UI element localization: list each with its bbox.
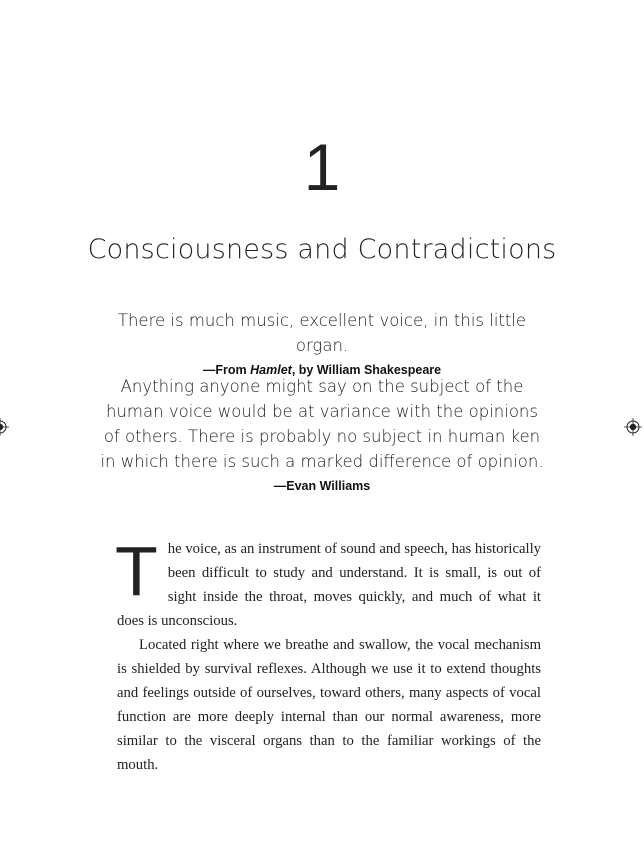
epigraph bbox=[100, 308, 544, 380]
body-paragraph bbox=[115, 532, 541, 633]
attribution-author: , by William Shakespeare bbox=[291, 363, 442, 377]
epigraph-quote: There is much music, excellent voice, in this little organ. bbox=[117, 311, 527, 355]
epigraph-quote: Anything anyone might say on the subject of the human voice would be at variance with the opinions of others. There is probably no subject in human ken in which there is such a marked difference of opinion. bbox=[100, 377, 544, 471]
attribution-work-title: Hamlet bbox=[250, 363, 292, 377]
registration-mark-icon bbox=[0, 418, 9, 436]
epigraph-attribution: —Evan Williams bbox=[273, 479, 371, 493]
paragraph-text: he voice, as an instrument of sound and speech, has historically been difficult to study and understand. It is small, is out of sight inside the throat, moves quickly, and much of what it does is unconscious. bbox=[117, 541, 541, 629]
chapter-number: 1 bbox=[303, 130, 341, 204]
registration-mark-icon bbox=[624, 418, 642, 436]
body-paragraph: Located right where we breathe and swallow, the vocal mechanism is shielded by survival reflexes. Although we use it to extend thoughts and feelings outside of ourselves, toward others, many aspects of vocal function are more deeply internal than our normal awareness, more similar to the visceral organs than to the familiar workings of the mouth. bbox=[117, 637, 541, 773]
chapter-body bbox=[115, 532, 541, 777]
epigraph bbox=[100, 374, 544, 496]
chapter-title: Consciousness and Contradictions bbox=[87, 234, 557, 265]
drop-cap: T bbox=[115, 532, 158, 610]
attribution-prefix: —From bbox=[202, 363, 251, 377]
